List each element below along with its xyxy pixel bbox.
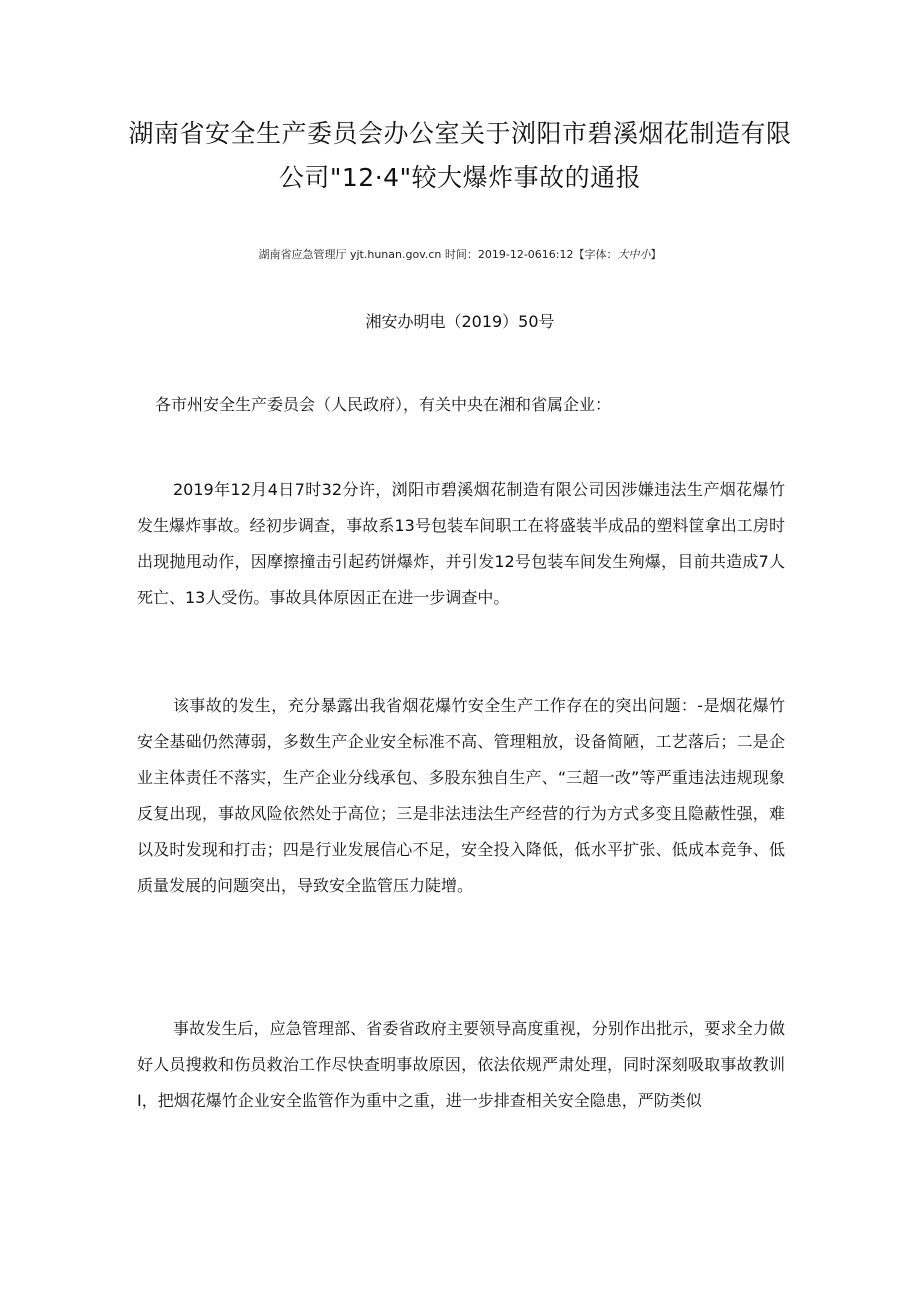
body-paragraph-3: 事故发生后，应急管理部、省委省政府主要领导高度重视，分别作出批示，要求全力做好人员搜救和伤员救治工作尽快查明事故原因，依法依规严肃处理，同时深刻吸取事故教训I，把烟花爆竹企业安全监管作为重中之重，进一步排查相关安全隐患，严防类似 <box>137 1019 785 1110</box>
document-number: 湘安办明电（2019）50号 <box>365 312 555 331</box>
document-title <box>100 112 820 200</box>
title-line-2: 公司"12·4"较大爆炸事故的通报 <box>278 163 642 192</box>
title-line-1: 湖南省安全生产委员会办公室关于浏阳市碧溪烟花制造有限 <box>128 119 792 148</box>
source-meta-line <box>100 246 820 264</box>
source-and-time: 湖南省应急管理厅 yjt.hunan.gov.cn 时间：2019-12-0616:12【字体： <box>258 248 618 261</box>
font-size-options[interactable]: 大中小 <box>617 248 651 261</box>
body-paragraph-1: 2019年12月4日7时32分许，浏阳市碧溪烟花制造有限公司因涉嫌违法生产烟花爆竹发生爆炸事故。经初步调查，事故系13号包装车间职工在将盛装半成品的塑料筐拿出工房时出现抛甩动作，因摩擦撞击引起药饼爆炸，并引发12号包装车间发生殉爆，目前共造成7人死亡、13人受伤。事故具体原因正在进一步调查中。 <box>137 480 785 607</box>
addressee-line: 各市州安全生产委员会（人民政府），有关中央在湘和省属企业： <box>155 395 612 414</box>
meta-close-bracket: 】 <box>650 248 662 261</box>
body-paragraph-2: 该事故的发生，充分暴露出我省烟花爆竹安全生产工作存在的突出问题：-是烟花爆竹安全基础仍然薄弱，多数生产企业安全标准不高、管理粗放，设备简陋，工艺落后；二是企业主体责任不落实，生产企业分线承包、多股东独自生产、“三超一改”等严重违法违规现象反复出现，事故风险依然处于高位；三是非法违法生产经营的行为方式多变且隐蔽性强，难以及时发现和打击；四是行业发展信心不足，安全投入降低，低水平扩张、低成本竞争、低质量发展的问题突出，导致安全监管压力陡增。 <box>137 696 785 895</box>
